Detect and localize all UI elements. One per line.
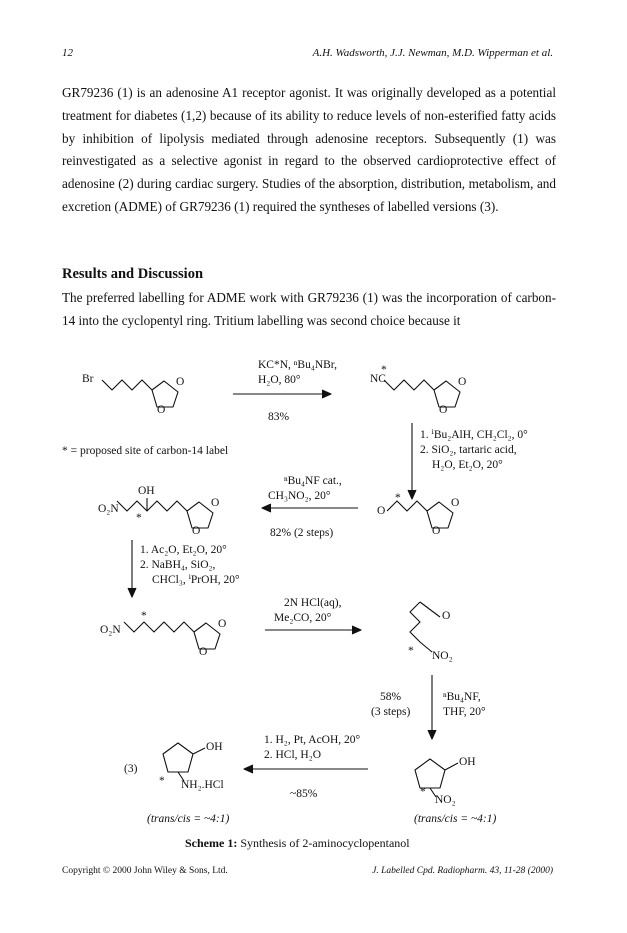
step5-reagents-line1: 2N HCl(aq), xyxy=(284,597,342,609)
step2-reagents-line1: 1. ⁱBu₂AlH, CH₂Cl₂, 0° xyxy=(420,429,528,441)
atom-o: O xyxy=(211,497,220,509)
aldehyde-acetal-structure xyxy=(387,501,453,528)
atom-o: O xyxy=(199,646,208,658)
step6-yield-line1: 58% xyxy=(380,691,402,703)
atom-o: O xyxy=(218,618,227,630)
ratio-left: (trans/cis = ~4:1) xyxy=(147,813,230,825)
label-star: * xyxy=(159,775,165,787)
atom-oh: OH xyxy=(459,756,476,768)
atom-oh: OH xyxy=(138,485,155,497)
step6-reagents-line1: ⁿBu₄NF, xyxy=(443,691,481,703)
step1-reagents-line1: KC*N, ⁿBu₄NBr, xyxy=(258,359,338,371)
step1-reagents-line2: H₂O, 80° xyxy=(258,374,301,386)
atom-o: O xyxy=(432,525,441,537)
nitro-aldehyde-structure xyxy=(410,602,440,652)
step4-reagents-line2: 2. NaBH₄, SiO₂, xyxy=(140,559,216,571)
atom-nh2hcl: NH₂.HCl xyxy=(181,779,224,791)
atom-o: O xyxy=(442,610,451,622)
step2-reagents-line3: H₂O, Et₂O, 20° xyxy=(432,459,503,471)
atom-no2: NO₂ xyxy=(432,650,453,662)
atom-oh: OH xyxy=(206,741,223,753)
compound-label: (3) xyxy=(124,763,138,775)
step7-reagents-line2: 2. HCl, H₂O xyxy=(264,749,322,761)
step1-yield: 83% xyxy=(268,411,290,423)
caption-text: Synthesis of 2-aminocyclopentanol xyxy=(240,836,410,850)
nitrile-acetal-structure xyxy=(384,380,460,407)
atom-o: O xyxy=(451,497,460,509)
nitro-alcohol-acetal-structure xyxy=(117,498,213,528)
intro-paragraph: GR79236 (1) is an adenosine A1 receptor agonist. It was originally developed as a potential treatment for diabetes (1,2) because of its ability to reduce levels of non-esterified fatty acids by inhibition of lipolysis mediated through adenosine receptors. Subsequently (1) was reinvestigated as a selective agonist in regard to the observed cardioprotective effect of adenosine (2) during cardiac surgery. Studies of the absorption, distribution, metabolism, and excretion (ADME) of GR79236 (1) required the syntheses of labelled versions (3). xyxy=(62,85,556,214)
label-star: * xyxy=(381,364,387,376)
aminocyclopentanol-structure xyxy=(163,743,205,781)
atom-o: O xyxy=(176,376,185,388)
atom-o2n: O₂N xyxy=(98,503,119,515)
nitro-acetal-structure xyxy=(124,622,220,649)
step7-yield: ~85% xyxy=(290,788,318,800)
atom-o2n: O₂N xyxy=(100,624,121,636)
step7-reagents-line1: 1. H₂, Pt, AcOH, 20° xyxy=(264,734,361,746)
scheme-caption xyxy=(185,836,410,851)
label-star: * xyxy=(136,512,142,524)
atom-br: Br xyxy=(82,373,94,385)
label-star: * xyxy=(420,786,426,798)
page-number: 12 xyxy=(62,47,73,59)
results-paragraph: The preferred labelling for ADME work with GR79236 (1) was the incorporation of carbon-14 into the cyclopentyl ring. Tritium labelling was second choice because it xyxy=(62,290,556,328)
step3-reagents-line1: ⁿBu₄NF cat., xyxy=(284,475,342,487)
label-star: * xyxy=(408,645,414,657)
bromo-acetal-structure xyxy=(102,380,178,407)
label-note: * = proposed site of carbon-14 label xyxy=(62,445,229,457)
running-head-authors: A.H. Wadsworth, J.J. Newman, M.D. Wipperman et al. xyxy=(312,47,553,59)
label-star: * xyxy=(395,492,401,504)
atom-o: O xyxy=(157,404,166,416)
step4-reagents-line3: CHCl₃, ⁱPrOH, 20° xyxy=(152,574,240,586)
atom-o: O xyxy=(192,525,201,537)
step5-reagents-line2: Me₂CO, 20° xyxy=(274,612,332,624)
section-heading: Results and Discussion xyxy=(62,266,204,282)
step6-reagents-line2: THF, 20° xyxy=(443,706,486,718)
step3-yield: 82% (2 steps) xyxy=(270,527,334,539)
step4-reagents-line1: 1. Ac₂O, Et₂O, 20° xyxy=(140,544,227,556)
step6-yield-line2: (3 steps) xyxy=(371,706,411,718)
step2-reagents-line2: 2. SiO₂, tartaric acid, xyxy=(420,444,517,456)
ratio-right: (trans/cis = ~4:1) xyxy=(414,813,497,825)
atom-o: O xyxy=(458,376,467,388)
atom-o: O xyxy=(377,505,386,517)
step3-reagents-line2: CH₃NO₂, 20° xyxy=(268,490,331,502)
footer-journal: J. Labelled Cpd. Radiopharm. 43, 11-28 (2000) xyxy=(372,866,553,876)
footer-copyright: Copyright © 2000 John Wiley & Sons, Ltd. xyxy=(62,866,228,876)
caption-label: Scheme 1: xyxy=(185,836,238,850)
atom-nc: NC xyxy=(370,373,386,385)
atom-no2: NO₂ xyxy=(435,794,456,806)
label-star: * xyxy=(141,610,147,622)
atom-o: O xyxy=(439,404,448,416)
